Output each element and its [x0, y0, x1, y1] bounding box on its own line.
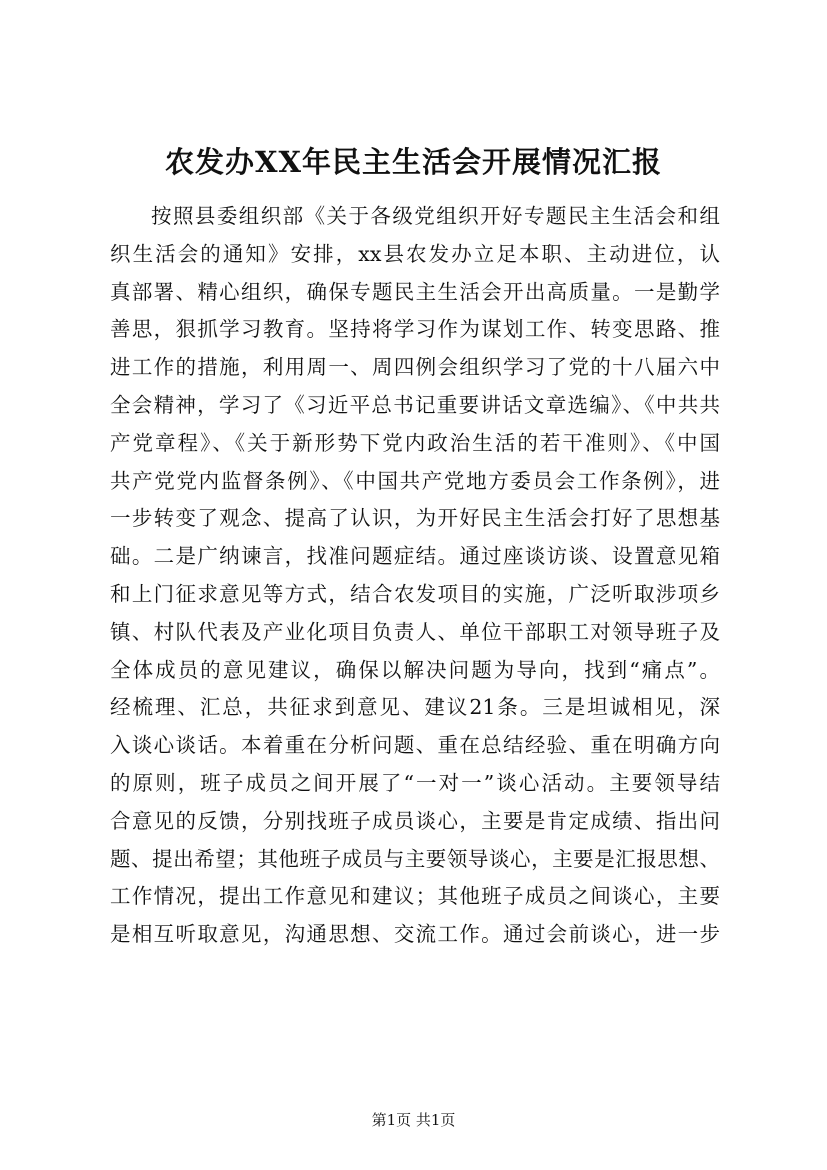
- paragraph-line: 织生活会的通知》安排，xx县农发办立足本职、主动进位，认: [110, 241, 720, 266]
- paragraph-line: 的原则，班子成员之间开展了“一对一”谈心活动。主要领导结: [110, 770, 720, 795]
- paragraph-line: 工作情况，提出工作意见和建议；其他班子成员之间谈心，主要: [110, 884, 720, 909]
- paragraph-line: 和上门征求意见等方式，结合农发项目的实施，广泛听取涉项乡: [110, 581, 720, 606]
- paragraph-line: 产党章程》、《关于新形势下党内政治生活的若干准则》、《中国: [110, 430, 720, 455]
- paragraph-line: 题、提出希望；其他班子成员与主要领导谈心，主要是汇报思想、: [110, 846, 720, 871]
- paragraph-line: 共产党党内监督条例》、《中国共产党地方委员会工作条例》，进: [110, 468, 720, 493]
- paragraph-line: 全体成员的意见建议，确保以解决问题为导向，找到“痛点”。: [110, 657, 720, 682]
- paragraph-line: 一步转变了观念、提高了认识，为开好民主生活会打好了思想基: [110, 506, 720, 531]
- paragraph-line: 经梳理、汇总，共征求到意见、建议21条。三是坦诚相见，深: [110, 695, 720, 720]
- paragraph-line: 础。二是广纳谏言，找准问题症结。通过座谈访谈、设置意见箱: [110, 544, 720, 569]
- paragraph-line: 镇、村队代表及产业化项目负责人、单位干部职工对领导班子及: [110, 619, 720, 644]
- paragraph-line: 善思，狠抓学习教育。坚持将学习作为谋划工作、转变思路、推: [110, 317, 720, 342]
- document-title: 农发办XX年民主生活会开展情况汇报: [164, 145, 662, 179]
- paragraph-line: 全会精神，学习了《习近平总书记重要讲话文章选编》、《中共共: [110, 392, 720, 417]
- paragraph-line: 入谈心谈话。本着重在分析问题、重在总结经验、重在明确方向: [110, 733, 720, 758]
- paragraph-line: 合意见的反馈，分别找班子成员谈心，主要是肯定成绩、指出问: [110, 808, 720, 833]
- paragraph-line: 按照县委组织部《关于各级党组织开好专题民主生活会和组: [151, 204, 720, 228]
- paragraph-line: 是相互听取意见，沟通思想、交流工作。通过会前谈心，进一步: [110, 922, 720, 947]
- body-paragraph: [110, 198, 720, 954]
- page-number-footer: 第1页 共1页: [371, 1111, 456, 1129]
- paragraph-line: 真部署、精心组织，确保专题民主生活会开出高质量。一是勤学: [110, 279, 720, 304]
- paragraph-line: 进工作的措施，利用周一、周四例会组织学习了党的十八届六中: [110, 355, 720, 380]
